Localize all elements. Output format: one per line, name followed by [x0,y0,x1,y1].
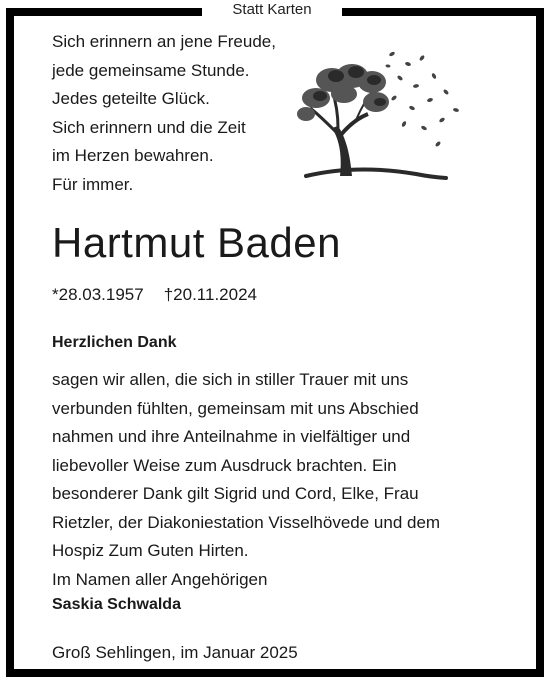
thanks-line: verbunden fühlten, gemeinsam mit uns Abschied [52,398,419,418]
poem-line: Jedes geteilte Glück. [52,89,210,108]
signer-name: Saskia Schwalda [52,596,181,613]
poem-line: Sich erinnern an jene Freude, [52,32,276,51]
thanks-text [52,366,440,594]
thanks-line: Hospiz Zum Guten Hirten. [52,541,249,560]
thanks-line: liebevoller Weise zum Ausdruck brachten. Ein [52,455,397,475]
frame-border-left [6,8,14,677]
thanks-line: Im Namen aller Angehörigen [52,569,268,589]
frame-border-bottom [6,669,544,677]
header-label: Statt Karten [232,1,312,18]
thanks-heading: Herzlichen Dank [52,334,177,351]
birth-date: *28.03.1957 [52,285,144,304]
thanks-line: sagen wir allen, die sich in stiller Trauer mit uns [52,370,409,389]
deceased-name: Hartmut Baden [52,219,341,266]
life-dates [52,283,257,307]
frame-border-right [536,8,544,677]
frame-border-top-left [6,8,202,16]
thanks-line: nahmen und ihre Anteilnahme in vielfältiger und [52,427,411,446]
poem-line: jede gemeinsame Stunde. [52,60,250,80]
frame-border-top-right [342,8,544,16]
poem-line: Für immer. [52,174,134,194]
place-date: Groß Sehlingen, im Januar 2025 [52,643,298,662]
tree-with-falling-leaves-icon [296,36,466,186]
poem-line: im Herzen bewahren. [52,146,214,165]
thanks-line: besonderer Dank gilt Sigrid und Cord, Elke, Frau [52,484,419,503]
poem-line: Sich erinnern und die Zeit [52,117,246,137]
death-date: †20.11.2024 [163,285,257,304]
poem [52,28,276,199]
thanks-line: Rietzler, der Diakoniestation Visselhövede und dem [52,512,441,532]
